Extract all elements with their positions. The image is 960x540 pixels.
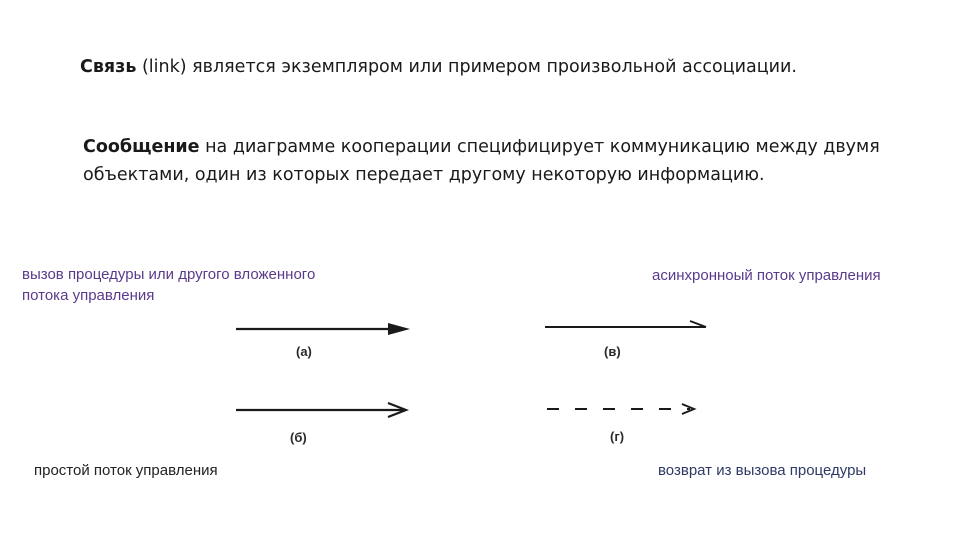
arrow-label-g: (г) [610, 429, 625, 444]
arrow-label-a: (а) [296, 344, 312, 359]
link-term: Связь [80, 57, 137, 77]
link-definition-text: (link) является экземпляром или примером произвольной ассоциации. [136, 57, 797, 77]
arrow-label-v: (в) [604, 344, 621, 359]
arrow-label-b: (б) [290, 430, 307, 445]
message-term: Сообщение [83, 137, 200, 157]
caption-return: возврат из вызова процедуры [658, 462, 867, 479]
arrow-return [547, 404, 694, 414]
arrow-simple-flow [236, 403, 406, 417]
caption-simple-flow: простой поток управления [34, 462, 218, 479]
arrow-async-flow [545, 321, 706, 327]
arrow-procedure-call [236, 323, 410, 335]
message-definition-text: на диаграмме кооперации специфицирует коммуникацию между двумя объектами, один из которых передает другому некоторую информацию. [83, 137, 880, 185]
caption-procedure-call: вызов процедуры или другого вложенного потока управления [22, 266, 316, 304]
caption-async-flow: асинхронноый поток управления [652, 267, 881, 284]
